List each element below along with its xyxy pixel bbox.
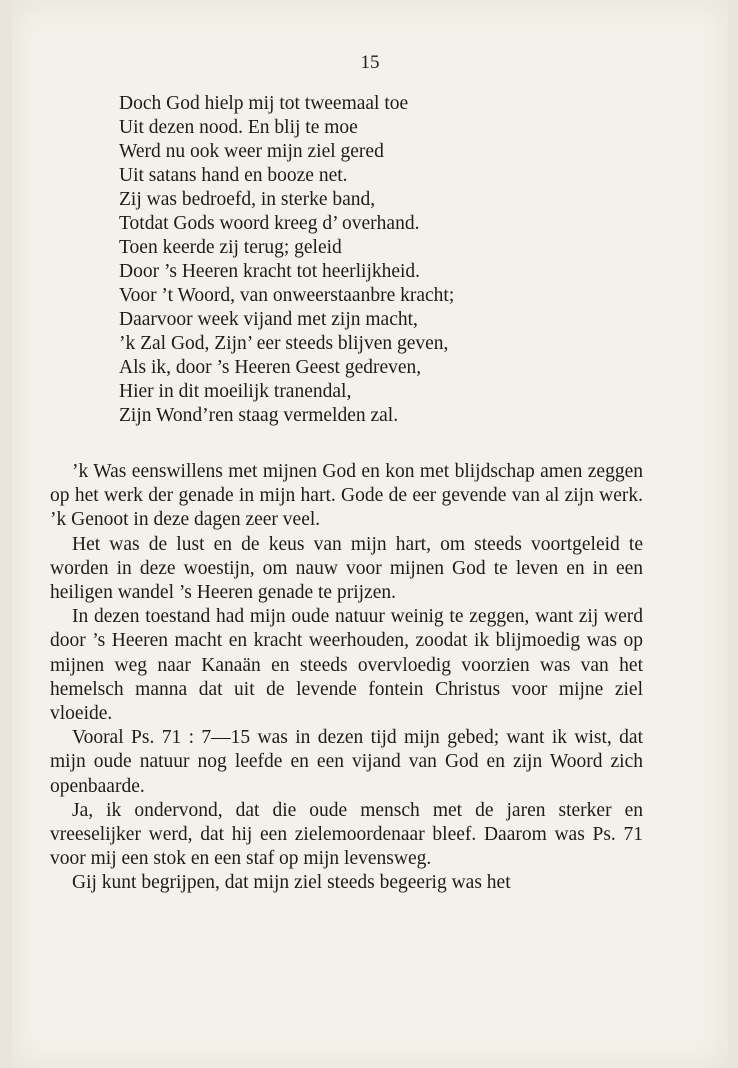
poem-line: Door ’s Heeren kracht tot heerlijkheid. bbox=[119, 261, 421, 282]
prose-body bbox=[50, 460, 643, 896]
book-page bbox=[12, 0, 728, 1068]
poem-line: Toen keerde zij terug; geleid bbox=[119, 237, 342, 258]
poem-stanza bbox=[119, 92, 454, 428]
poem-line: Werd nu ook weer mijn ziel gered bbox=[119, 141, 384, 162]
poem-line: Uit dezen nood. En blij te moe bbox=[119, 117, 358, 138]
poem-line: Als ik, door ’s Heeren Geest gedreven, bbox=[119, 357, 422, 378]
paragraph: ’k Was eenswillens met mijnen God en kon met blijdschap amen zeggen op het werk der genade in mijn hart. Gode de eer gevende van al zijn werk. ’k Genoot in deze dagen zeer veel. bbox=[50, 461, 643, 531]
poem-line: Zijn Wond’ren staag vermelden zal. bbox=[119, 405, 399, 426]
poem-line: Hier in dit moeilijk tranendal, bbox=[119, 381, 352, 402]
paragraph: Gij kunt begrijpen, dat mijn ziel steeds begeerig was het bbox=[72, 872, 511, 894]
paragraph: Vooral Ps. 71 : 7—15 was in dezen tijd mijn gebed; want ik wist, dat mijn oude natuur nog leefde en een vijand van God en zijn Woord zich openbaarde. bbox=[50, 727, 643, 797]
poem-line: Daarvoor week vijand met zijn macht, bbox=[119, 309, 418, 330]
poem-line: Doch God hielp mij tot tweemaal toe bbox=[119, 93, 409, 114]
poem-line: Uit satans hand en booze net. bbox=[119, 165, 348, 186]
paragraph: In dezen toestand had mijn oude natuur weinig te zeggen, want zij werd door ’s Heeren macht en kracht weerhouden, zoodat ik blijmoedig was op mijnen weg naar Kanaän en steeds overvloedig voorzien was van het hemelsch manna dat uit de levende fontein Christus voor mijne ziel vloeide. bbox=[50, 606, 643, 725]
poem-line: Zij was bedroefd, in sterke band, bbox=[119, 189, 376, 210]
poem-line: ’k Zal God, Zijn’ eer steeds blijven geven, bbox=[119, 333, 449, 354]
paragraph: Het was de lust en de keus van mijn hart, om steeds voortgeleid te worden in deze woestijn, om nauw voor mijnen God te leven en in een heiligen wandel ’s Heeren genade te prijzen. bbox=[50, 533, 643, 604]
poem-line: Totdat Gods woord kreeg d’ overhand. bbox=[119, 213, 420, 234]
page-number: 15 bbox=[360, 52, 380, 73]
poem-line: Voor ’t Woord, van onweerstaanbre kracht; bbox=[119, 285, 455, 306]
paragraph: Ja, ik ondervond, dat die oude mensch met de jaren sterker en vreeselijker werd, dat hij een zielemoordenaar bleef. Daarom was Ps. 71 voor mij een stok en een staf op mijn levensweg. bbox=[50, 799, 643, 870]
